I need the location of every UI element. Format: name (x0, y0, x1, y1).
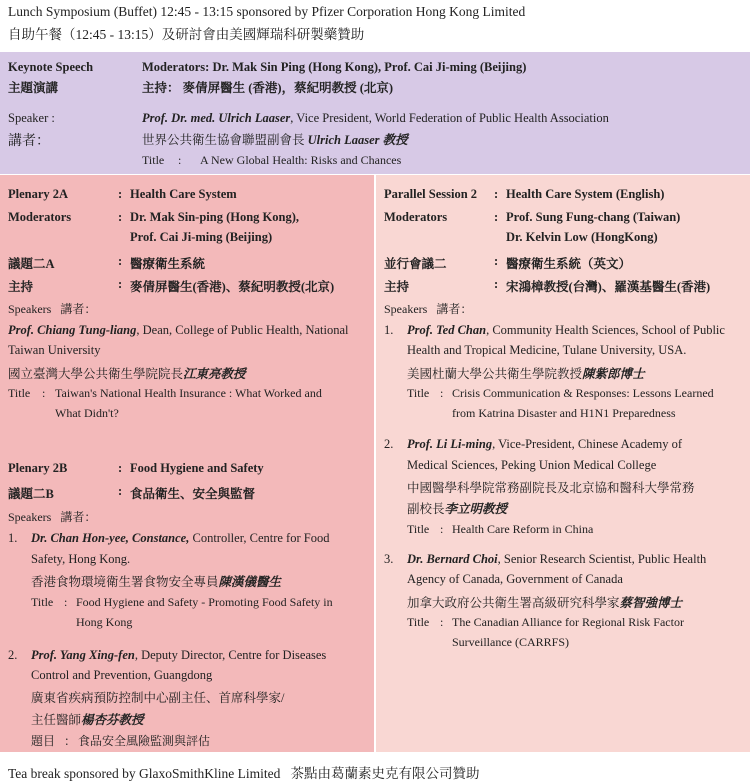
plenary2b-s1-title-colon: : (64, 595, 68, 609)
plenary2a-colon: : (118, 187, 123, 201)
parallel2-colon: : (494, 187, 499, 201)
plenary-column (0, 175, 374, 752)
parallel2-s2-affil-2: Medical Sciences, Peking Union Medical College (407, 458, 657, 472)
keynote-speaker-name: Prof. Dr. med. Ulrich Laaser (142, 111, 291, 125)
parallel2-mod-colon: : (494, 210, 499, 224)
keynote-moderators-en: Moderators: Dr. Mak Sin Ping (Hong Kong), Prof. Cai Ji-ming (Beijing) (142, 60, 527, 74)
parallel2-s3-name: Dr. Bernard Choi (407, 552, 498, 566)
lunch-banner (0, 0, 750, 44)
parallel2-s1-num: 1. (384, 323, 394, 337)
plenary2b-s2-name: Prof. Yang Xing-fen (31, 648, 135, 662)
parallel2-s2-name: Prof. Li Li-ming (407, 437, 493, 451)
plenary2b-speakers (8, 508, 96, 525)
plenary2a-speaker-affil-2: Taiwan University (8, 343, 101, 357)
keynote-speaker-zh-affil: 世界公共衛生協會聯盟副會長 (142, 133, 305, 147)
parallel2-s1-zh (407, 364, 645, 382)
plenary2b-s1-zh-affil: 香港食物環境衛生署食物安全專員 (31, 575, 219, 589)
plenary2b-s1-name: Dr. Chan Hon-yee, Constance, (31, 531, 190, 545)
parallel2-s3-zh-affil: 加拿大政府公共衛生署高級研究科學家 (407, 596, 620, 610)
plenary2b-s2-affil-1: , Deputy Director, Centre for Diseases (134, 648, 327, 662)
plenary2a-moderators-label: Moderators (8, 210, 72, 224)
keynote-moderators-zh: 主持： 麥倩屏醫生 (香港)，蔡紀明教授 (北京) (142, 81, 394, 95)
parallel2-s3-zh (407, 593, 682, 611)
keynote-speaker-zh (142, 130, 408, 148)
parallel2-speakers-label-zh: 講者： (436, 302, 473, 316)
parallel2-s1-zh-name: 陳紫郎博士 (582, 367, 645, 381)
plenary2a-topic: Health Care System (130, 187, 237, 201)
tea-break-banner (0, 758, 750, 782)
plenary2a-title-label: Title (8, 386, 31, 400)
parallel2-s1-zh-affil: 美國杜蘭大學公共衛生學院教授 (407, 367, 583, 381)
parallel2-s3-affil-2: Agency of Canada, Government of Canada (407, 572, 623, 586)
parallel2-topic-zh: 醫療衛生系統（英文） (506, 257, 632, 271)
plenary2a-label-zh: 議題二A (8, 257, 55, 271)
plenary2b-s2-zh-name: 楊杏芬教授 (81, 713, 144, 727)
keynote-speaker-zh-name: Ulrich Laaser 教授 (307, 133, 408, 147)
keynote-speaker-label-zh: 講者： (8, 134, 50, 149)
plenary2a-speaker-zh (8, 364, 246, 382)
plenary2a-speakers-label-zh: 講者： (60, 302, 97, 316)
plenary2b-s2-zh-affil: 主任醫師 (31, 713, 82, 727)
parallel2-s3-num: 3. (384, 552, 394, 566)
plenary2b-speakers-label-zh: 講者： (60, 510, 97, 524)
plenary2b-colon: : (118, 461, 123, 475)
plenary2a-moderators-zh: 麥倩屏醫生(香港)、蔡紀明教授(北京) (130, 280, 335, 294)
parallel2-s1-affil-2: Health and Tropical Medicine, Tulane University, USA. (407, 343, 687, 357)
parallel2-s2-title: Health Care Reform in China (452, 522, 594, 536)
keynote-speaker (142, 111, 609, 126)
plenary2a-title-1: Taiwan's National Health Insurance : What Worked and (55, 386, 322, 400)
parallel2-s3-title-1: The Canadian Alliance for Regional Risk Factor (452, 615, 684, 629)
plenary2b-s1-title-1: Food Hygiene and Safety - Promoting Food Safety in (76, 595, 333, 609)
plenary2a-speaker-zh-affil: 國立臺灣大學公共衛生學院院長 (8, 367, 184, 381)
keynote-label-zh: 主題演講 (8, 81, 59, 95)
parallel2-s3-title-colon: : (440, 615, 444, 629)
parallel2-s2-zh-2 (407, 499, 507, 517)
parallel-column (376, 175, 750, 752)
plenary2b-s1-zh-name: 陳漢儀醫生 (218, 575, 282, 589)
plenary2b-label: Plenary 2B (8, 461, 68, 475)
plenary2b-topic-zh: 食品衛生、安全與監督 (130, 487, 256, 501)
parallel2-s2-zh-name: 李立明教授 (444, 502, 508, 516)
plenary2b-s2-affil-2: Control and Prevention, Guangdong (31, 668, 213, 682)
keynote-speaker-label-en: Speaker : (8, 111, 55, 125)
plenary2a-moderators-2: Prof. Cai Ji-ming (Beijing) (130, 230, 273, 244)
plenary2a-speakers (8, 300, 96, 317)
parallel2-speakers-label: Speakers (384, 302, 428, 316)
keynote-title-text: A New Global Health: Risks and Chances (200, 153, 402, 167)
plenary2b-s2-title: 食品安全風險監測與評估 (78, 734, 211, 748)
plenary2b-s2-zh-1: 廣東省疾病預防控制中心副主任、首席科學家/ (31, 691, 285, 705)
plenary2a-colon-zh: : (118, 254, 123, 268)
parallel2-moderators-zh: 宋鴻樟教授(台灣)、羅漢基醫生(香港) (506, 280, 711, 294)
parallel2-colon-zh: : (494, 254, 499, 268)
parallel2-speakers (384, 300, 472, 317)
parallel2-s3 (407, 552, 706, 567)
plenary2b-s1-zh (31, 572, 281, 590)
parallel2-label-zh: 並行會議二 (384, 257, 447, 271)
parallel2-s1-title-2: from Katrina Disaster and H1N1 Preparedness (452, 406, 676, 420)
keynote-section (0, 52, 750, 174)
parallel2-label: Parallel Session 2 (384, 187, 478, 201)
plenary2a-speakers-label: Speakers (8, 302, 52, 316)
parallel2-s2-affil-1: , Vice-President, Chinese Academy of (492, 437, 683, 451)
plenary2a-moderators-1: Dr. Mak Sin-ping (Hong Kong), (130, 210, 300, 224)
plenary2b-s2 (31, 648, 326, 663)
parallel2-s2-num: 2. (384, 437, 394, 451)
parallel2-s1-title-colon: : (440, 386, 444, 400)
parallel2-moderators-label-zh: 主持 (384, 280, 410, 294)
plenary2a-mod-colon: : (118, 210, 123, 224)
parallel2-s2-zh-1: 中國醫學科學院常務副院長及北京協和醫科大學常務 (407, 481, 695, 495)
plenary2b-s1-affil-1: Controller, Centre for Food (189, 531, 330, 545)
plenary2b-s1-title-label: Title (31, 595, 54, 609)
parallel2-s3-zh-name: 蔡智強博士 (619, 596, 683, 610)
plenary2b-s1-title-2: Hong Kong (76, 615, 133, 629)
parallel2-moderators-1: Prof. Sung Fung-chang (Taiwan) (506, 210, 681, 224)
tea-break-text (8, 762, 480, 782)
plenary2b-colon-zh: : (118, 484, 123, 498)
plenary2b-speakers-label: Speakers (8, 510, 52, 524)
lunch-line-en: Lunch Symposium (Buffet) 12:45 - 13:15 sponsored by Pfizer Corporation Hong Kong Limited (8, 4, 526, 19)
plenary2a-speaker-name: Prof. Chiang Tung-liang (8, 323, 137, 337)
parallel2-s3-title-label: Title (407, 615, 430, 629)
plenary2a-moderators-label-zh: 主持 (8, 280, 34, 294)
parallel2-s2 (407, 437, 682, 452)
parallel2-s1-title-1: Crisis Communication & Responses: Lessons Learned (452, 386, 714, 400)
keynote-label-en: Keynote Speech (8, 60, 94, 74)
plenary2a-speaker-affil-1: , Dean, College of Public Health, National (136, 323, 349, 337)
plenary2b-s2-zh-2 (31, 710, 144, 728)
plenary2b-s1-num: 1. (8, 531, 18, 545)
plenary2b-s1-affil-2: Safety, Hong Kong. (31, 552, 131, 566)
parallel2-s1-name: Prof. Ted Chan (407, 323, 487, 337)
parallel2-s2-title-colon: : (440, 522, 444, 536)
plenary2b-s1 (31, 531, 329, 546)
parallel2-s2-zh-affil: 副校長 (407, 502, 445, 516)
plenary2b-topic: Food Hygiene and Safety (130, 461, 264, 475)
plenary2a-colon-mod-zh: : (118, 277, 123, 291)
parallel2-s1-title-label: Title (407, 386, 430, 400)
keynote-speaker-affil: , Vice President, World Federation of Public Health Association (290, 111, 609, 125)
plenary2a-label: Plenary 2A (8, 187, 69, 201)
parallel2-s1 (407, 323, 725, 338)
parallel2-s1-affil-1: , Community Health Sciences, School of Public (486, 323, 725, 337)
parallel2-topic: Health Care System (English) (506, 187, 665, 201)
parallel2-moderators-2: Dr. Kelvin Low (HongKong) (506, 230, 658, 244)
tea-break-en: Tea break sponsored by GlaxoSmithKline Limited (8, 766, 281, 781)
parallel2-s2-title-label: Title (407, 522, 430, 536)
plenary2b-s2-title-colon: ： (64, 734, 77, 748)
plenary2a-speaker-zh-name: 江東亮教授 (183, 367, 246, 381)
plenary2a-speaker (8, 323, 349, 338)
plenary2b-label-zh: 議題二B (8, 487, 54, 501)
lunch-line-zh: 自助午餐（12:45 - 13:15）及研討會由美國輝瑞科研製藥贊助 (8, 27, 365, 42)
tea-break-zh: 茶點由葛蘭素史克有限公司贊助 (290, 766, 480, 781)
plenary2a-title-colon: : (42, 386, 46, 400)
keynote-title-colon: : (178, 153, 182, 167)
plenary2b-s2-title-label: 題目 (31, 734, 56, 748)
parallel2-moderators-label: Moderators (384, 210, 448, 224)
plenary2a-title-2: What Didn't? (55, 406, 119, 420)
plenary2b-s2-num: 2. (8, 648, 18, 662)
plenary2a-topic-zh: 醫療衛生系統 (130, 257, 206, 271)
parallel2-colon-mod-zh: : (494, 277, 499, 291)
keynote-title-label: Title (142, 153, 165, 167)
parallel2-s3-affil-1: , Senior Research Scientist, Public Health (497, 552, 707, 566)
parallel2-s3-title-2: Surveillance (CARRFS) (452, 635, 569, 649)
